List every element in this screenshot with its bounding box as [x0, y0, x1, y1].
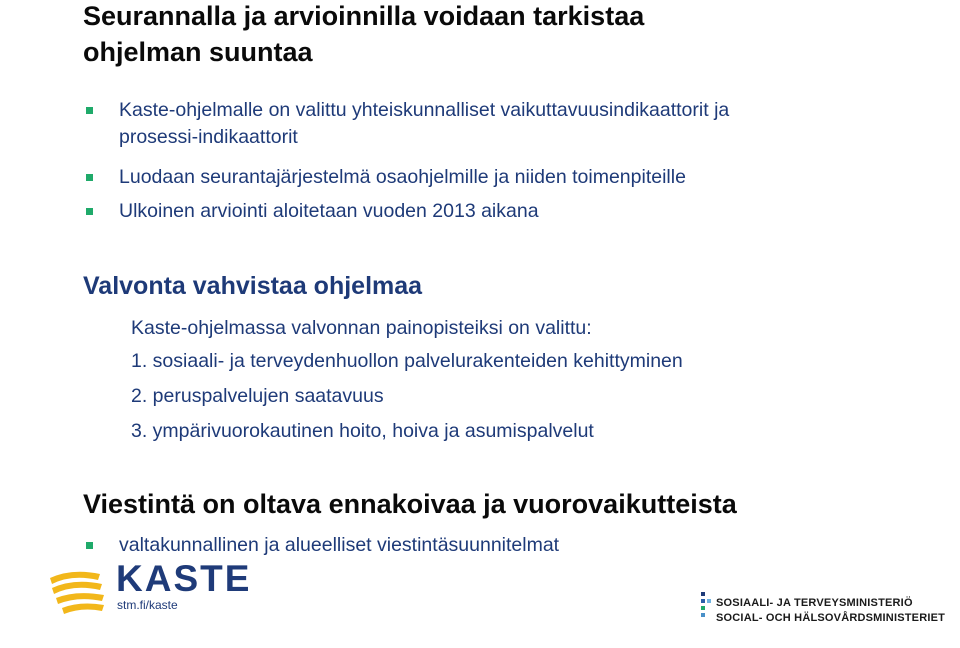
- ministry-name-sv: SOCIAL- OCH HÄLSOVÅRDSMINISTERIET: [716, 612, 946, 624]
- bullet-text-cont: prosessi-indikaattorit: [119, 126, 298, 148]
- kaste-logo-icon: [48, 568, 106, 620]
- page-title: [83, 0, 903, 70]
- bullet-text: Luodaan seurantajärjestelmä osaohjelmille ja niiden toimenpiteille: [119, 166, 686, 188]
- bullet-text: Ulkoinen arviointi aloitetaan vuoden 2013 aikana: [119, 200, 539, 222]
- numbered-item: 2. peruspalvelujen saatavuus: [131, 385, 384, 407]
- bullet-item: [86, 165, 931, 190]
- bullet-text: Kaste-ohjelmalle on valittu yhteiskunnalliset vaikuttavuusindikaattorit ja: [119, 99, 730, 121]
- bullet-text: valtakunnallinen ja alueelliset viestintäsuunnitelmat: [119, 534, 560, 556]
- bullet-square-icon: [86, 208, 93, 215]
- numbered-item: 3. ympärivuorokautinen hoito, hoiva ja asumispalvelut: [131, 420, 594, 442]
- bullet-square-icon: [86, 174, 93, 181]
- kaste-logo-text: KASTE: [116, 558, 252, 599]
- bullet-square-icon: [86, 542, 93, 549]
- numbered-item: 1. sosiaali- ja terveydenhuollon palvelurakenteiden kehittyminen: [131, 350, 683, 372]
- bullet-item: [86, 199, 931, 224]
- kaste-url: stm.fi/kaste: [117, 598, 178, 612]
- page-title-line1: Seurannalla ja arvioinnilla voidaan tarkistaa: [83, 1, 645, 31]
- ministry-name-fi: SOSIAALI- JA TERVEYSMINISTERIÖ: [716, 597, 913, 609]
- section-heading: Valvonta vahvistaa ohjelmaa: [83, 272, 423, 300]
- bullet-item: [86, 533, 931, 558]
- page-title-line2: ohjelman suuntaa: [83, 37, 313, 67]
- ministry-logo-icon: [698, 590, 714, 626]
- section-intro: Kaste-ohjelmassa valvonnan painopisteiksi on valittu:: [131, 317, 592, 339]
- section-heading: Viestintä on oltava ennakoivaa ja vuorovaikutteista: [83, 489, 737, 519]
- bullet-item: [86, 98, 931, 150]
- bullet-square-icon: [86, 107, 93, 114]
